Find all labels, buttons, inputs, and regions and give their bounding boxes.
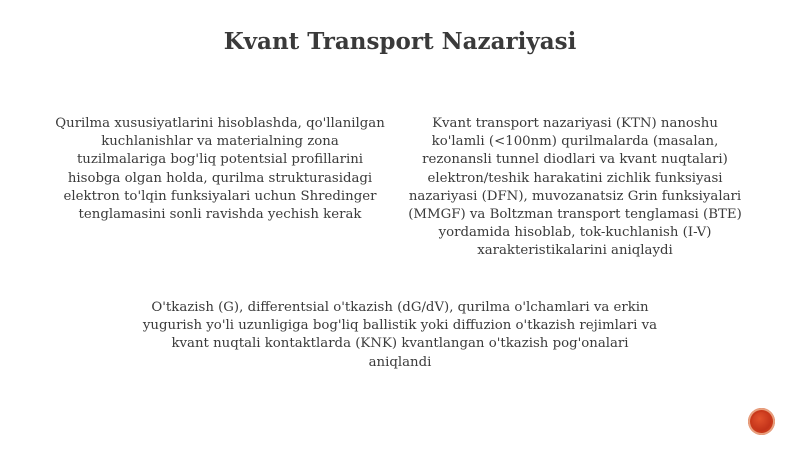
circle-nav-icon[interactable] [748,408,775,435]
paragraph-conductance: O'tkazish (G), differentsial o'tkazish (dG/dV), qurilma o'lchamlari va erkin yugurish yo'li uzunligiga bog'liq ballistik yoki diffuzion o'tkazish rejimlari va kvant nuqtali kontaktlarda (KNK) kvantlangan o'tkazish pog'onalari aniqlandi [142,300,658,370]
slide-title: Kvant Transport Nazariyasi [223,28,577,55]
paragraph-schrodinger: Qurilma xususiyatlarini hisoblashda, qo'llanilgan kuchlanishlar va materialning zona tuzilmalariga bog'liq potentsial profillarini hisobga olgan holda, qurilma strukturasidagi elektron to'lqin funksiyalari uchun Shredinger tenglamasini sonli ravishda yechish kerak [55,116,385,223]
paragraph-quantum-transport: Kvant transport nazariyasi (KTN) nanoshu ko'lamli (<100nm) qurilmalarda (masalan, rezonansli tunnel diodlari va kvant nuqtalari) elektron/teshik harakatini zichlik funksiyasi nazariyasi (DFN), muvozanatsiz Grin funksiyalari (MMGF) va Boltzman transport tenglamasi (BTE) yordamida hisoblab, tok-kuchlanish (I-V) xarakteristikalarini aniqlaydi [408,116,742,259]
